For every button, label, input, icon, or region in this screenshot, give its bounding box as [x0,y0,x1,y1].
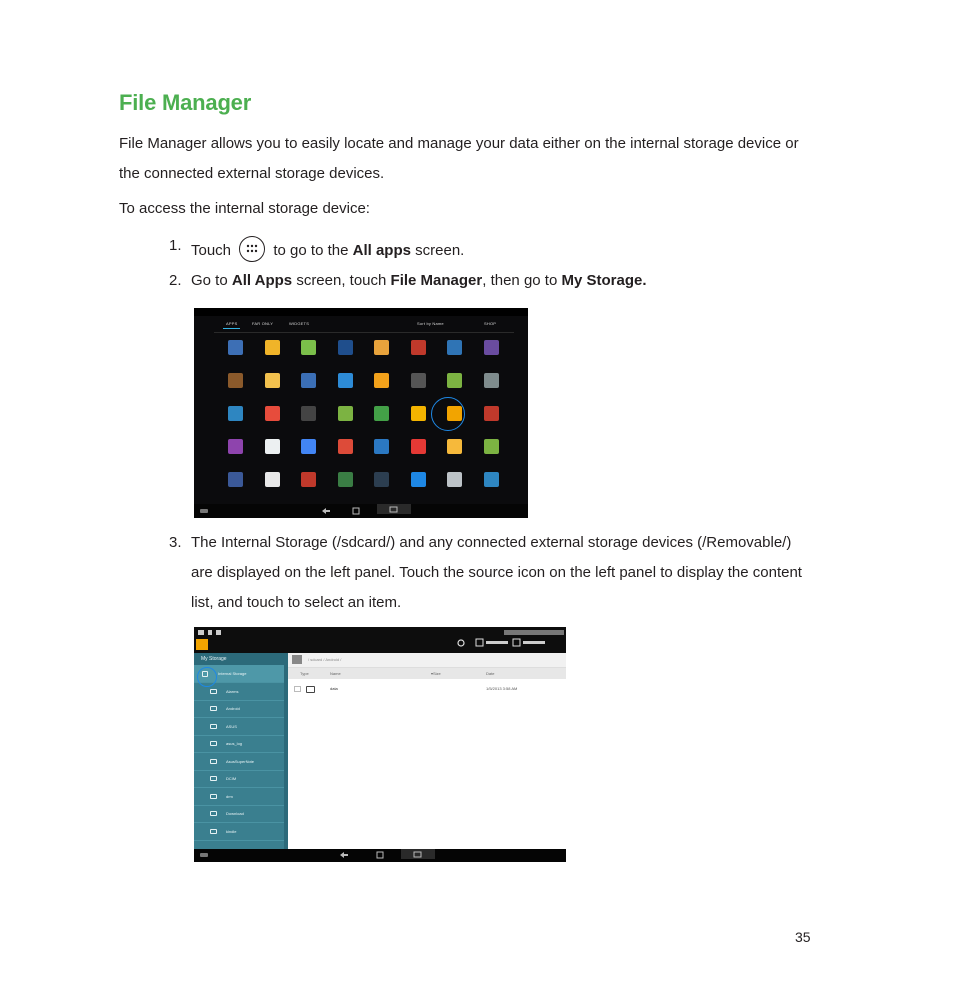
folder-icon [210,706,217,711]
app-icon[interactable] [411,439,426,454]
file-manager-highlight [431,397,465,431]
intro-line-1: File Manager allows you to easily locate and manage your data either on the internal storage device or [119,135,799,152]
step-2-text [191,273,647,288]
folder-up-icon [292,655,302,664]
app-icon[interactable] [484,340,499,355]
status-bar [194,308,528,316]
storage-panel-header [194,653,288,665]
folder-label: Alarms [226,688,239,694]
folder-icon [210,794,217,799]
action-bar [194,627,566,653]
folder-label: Download [226,811,244,816]
step-2-mid-2: , then go to [482,272,558,289]
app-tabs [194,318,528,332]
system-icon [200,509,208,513]
navigation-bar-2 [194,849,566,862]
page-number: 35 [795,929,811,945]
app-icon[interactable] [265,373,280,388]
tab-far-only: FAR ONLY [252,321,274,326]
folder-item[interactable] [194,700,284,718]
home-icon [353,508,359,514]
app-icon[interactable] [374,373,389,388]
app-icon[interactable] [338,373,353,388]
step-2-bold-1: All Apps [231,272,293,289]
all-apps-screenshot [194,308,528,518]
step-1-post: screen. [415,241,465,259]
step-2-pre: Go to [191,272,228,289]
app-icon[interactable] [411,406,426,421]
step-1-text [191,238,464,264]
col-size: Size [433,671,441,676]
step-3-number: 3. [169,534,182,551]
system-icon-2 [200,853,208,857]
step-1-bold: All apps [352,241,411,259]
folder-label: drm [226,793,233,799]
app-icon[interactable] [374,340,389,355]
access-instruction: To access the internal storage device: [119,200,370,217]
app-icon[interactable] [374,472,389,487]
app-icon[interactable] [338,340,353,355]
folder-item[interactable] [194,823,284,841]
step-3-line-3: list, and touch to select an item. [191,594,402,611]
app-icon[interactable] [484,373,499,388]
step-1-pre: Touch [191,241,232,259]
app-icon[interactable] [228,472,243,487]
app-icon[interactable] [265,439,280,454]
app-icon[interactable] [447,439,462,454]
app-icon[interactable] [228,373,243,388]
file-manager-app-icon [196,639,208,650]
all-apps-icon [239,236,265,262]
intro-line-2: the connected external storage devices. [119,165,385,182]
folder-item[interactable] [194,718,284,736]
folder-label: AsusSuperNote [226,758,255,764]
nav-icons-2 [194,849,566,862]
shop-label: SHOP [484,321,497,326]
folder-item[interactable] [194,735,284,753]
app-icon[interactable] [447,340,462,355]
app-icon[interactable] [374,406,389,421]
back-icon-2 [340,852,348,858]
file-checkbox [294,686,301,692]
folder-item[interactable] [194,788,284,806]
path-bar [288,653,566,668]
step-2-bold-3: My Storage. [561,272,647,289]
app-icon[interactable] [411,472,426,487]
app-icon[interactable] [301,472,316,487]
app-icon[interactable] [228,439,243,454]
folder-icon [210,724,217,729]
file-manager-screenshot [194,627,566,862]
back-icon [322,508,330,514]
app-icon[interactable] [265,340,280,355]
step-1-number: 1. [169,237,182,254]
file-row [288,683,566,695]
app-icon[interactable] [447,373,462,388]
folder-icon [210,829,217,834]
step-2-number: 2. [169,272,182,289]
navigation-bar [194,504,528,518]
app-icon[interactable] [301,406,316,421]
app-icon[interactable] [301,340,316,355]
search-icon [458,640,464,646]
action-bar-icons [194,627,566,653]
app-icon[interactable] [338,472,353,487]
file-table-header [288,668,566,679]
folder-label: asus_log [226,741,243,746]
folder-label: Internal Storage [218,671,247,676]
col-type: Type [300,671,309,676]
folder-label: Android [226,706,240,711]
sort-label: Sort by Name [417,321,444,326]
app-icon[interactable] [411,340,426,355]
app-icon[interactable] [228,340,243,355]
step-3-line-1: The Internal Storage (/sdcard/) and any connected external storage devices (/Removable/) [191,534,792,551]
file-name: data [330,686,338,691]
my-storage-label: My Storage [201,656,227,662]
app-icon[interactable] [447,472,462,487]
app-icon[interactable] [484,472,499,487]
add-folder-icon [476,639,483,646]
path-label: / sdcard / Android / [308,657,342,662]
col-name-sort-icon: ▾ [431,671,434,676]
folder-icon [210,741,217,746]
page-title: File Manager [119,90,252,115]
home-icon-2 [377,852,383,858]
tab-apps: APPS [226,321,238,326]
select-all-icon [513,639,520,646]
tab-divider [214,332,514,333]
folder-icon [210,689,217,694]
folder-label: DCIM [226,776,237,781]
nav-icons [194,504,528,518]
file-date: 1/5/2013 3:58 AM [486,686,518,691]
app-icon[interactable] [374,439,389,454]
app-icon[interactable] [338,406,353,421]
folder-item[interactable] [194,805,284,823]
col-name: Name [330,671,341,676]
app-icon[interactable] [228,406,243,421]
app-icon[interactable] [265,472,280,487]
app-icon[interactable] [265,406,280,421]
app-icon[interactable] [301,373,316,388]
step-2-mid: screen, touch [296,272,387,289]
source-icon-highlight [197,667,217,687]
folder-item[interactable] [194,753,284,771]
col-date: Date [486,671,495,676]
app-icon[interactable] [338,439,353,454]
app-icon[interactable] [484,439,499,454]
step-3-line-2: are displayed on the left panel. Touch the source icon on the left panel to display the content [191,564,802,581]
folder-icon [210,759,217,764]
folder-label: ASUS [226,723,237,729]
app-icon[interactable] [484,406,499,421]
app-icon[interactable] [301,439,316,454]
step-2-bold-2: File Manager [390,272,483,289]
app-icon[interactable] [411,373,426,388]
folder-item[interactable] [194,770,284,788]
step-1-mid: to go to the [273,241,349,259]
folder-icon [210,811,217,816]
folder-label: kindle [226,828,237,834]
folder-icon [306,686,315,693]
folder-icon [210,776,217,781]
tab-widgets: WIDGETS [289,321,310,326]
